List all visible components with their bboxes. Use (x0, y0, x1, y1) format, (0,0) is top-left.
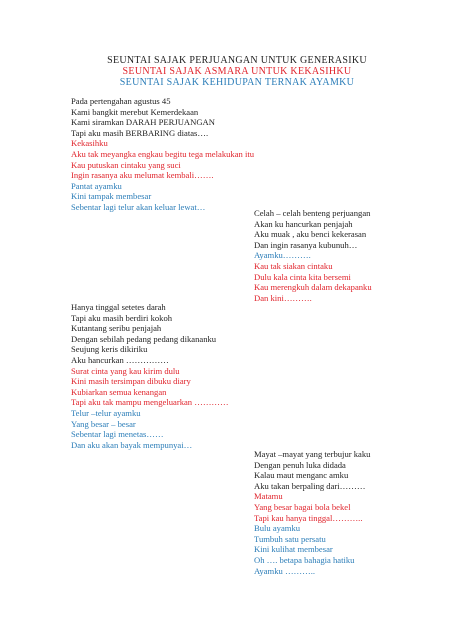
poem-line: Hanya tinggal setetes darah (71, 302, 166, 312)
poem-line: Akan ku hancurkan penjajah (254, 218, 353, 229)
poem-line: Pantat ayamku (71, 180, 122, 191)
poem-line: Tumbuh satu persatu (254, 533, 326, 544)
poem-line: Kau putuskan cintaku yang suci (71, 159, 181, 170)
stanza-3 (71, 302, 229, 450)
poem-line: Aku tak meyangka engkau begitu tega melakukan itu (71, 148, 255, 159)
poem-line: Sebentar lagi menetas…… (71, 429, 164, 440)
poem-line: Ayamku………. (254, 250, 311, 261)
poem-line: Kubiarkan semua kenangan (71, 386, 167, 397)
poem-line: Dan ingin rasanya kubunuh… (254, 239, 358, 250)
poem-line: Yang besar bagai bola bekel (254, 501, 351, 512)
poem-line: Tapi aku tak mampu mengeluarkan ………… (71, 397, 229, 408)
poem-line: Tapi aku masih BERBARING diatas…. (71, 127, 209, 138)
poem-line: Dulu kala cinta kita bersemi (254, 271, 351, 282)
poem-line: Aku hancurkan …………… (71, 354, 169, 365)
poem-line: Kalau maut menganc amku (254, 470, 349, 481)
title-block (0, 55, 474, 88)
poem-line: Oh …. betapa bahagia hatiku (254, 554, 355, 565)
poem-line: Kau tak siakan cintaku (254, 260, 333, 271)
poem-line: Celah – celah benteng perjuangan (254, 208, 371, 218)
poem-line: Dengan sebilah pedang pedang dikananku (71, 333, 217, 344)
poem-line: Aku takan berpaling dari……… (254, 480, 366, 491)
poem-line: Bulu ayamku (254, 523, 301, 534)
poem-line: Yang besar – besar (71, 418, 136, 429)
poem-line: Kami bangkit merebut Kemerdekaan (71, 106, 199, 117)
poem-line: Seujung keris dikiriku (71, 344, 148, 355)
main-title: SEUNTAI SAJAK PERJUANGAN UNTUK GENERASIKU (107, 55, 367, 66)
poem-line: Dengan penuh luka didada (254, 459, 346, 470)
poem-line: Surat cinta yang kau kirim dulu (71, 365, 180, 376)
subtitle-love: SEUNTAI SAJAK ASMARA UNTUK KEKASIHKU (122, 66, 352, 77)
poem-line: Sebentar lagi telur akan keluar lewat… (71, 201, 206, 212)
poem-line: Kau merengkuh dalam dekapanku (254, 282, 372, 293)
poem-line: Kini kulihat membesar (254, 544, 333, 555)
stanza-2 (254, 208, 372, 303)
poem-line: Tapi kau hanya tinggal……….. (254, 512, 363, 523)
subtitle-chicken: SEUNTAI SAJAK KEHIDUPAN TERNAK AYAMKU (119, 77, 355, 88)
poem-line: Kami siramkan DARAH PERJUANGAN (71, 117, 215, 128)
poem-line: Aku muak , aku benci kekerasan (254, 229, 367, 240)
poem-line: Ayamku ……….. (254, 565, 316, 576)
poem-line: Pada pertengahan agustus 45 (71, 96, 171, 106)
poem-line: Dan kini………. (254, 292, 312, 303)
poem-line: Ingin rasanya aku melumat kembali……. (71, 170, 214, 181)
stanza-4 (254, 449, 370, 576)
poem-line: Kutantang seribu penjajah (71, 323, 162, 334)
poem-line: Kini masih tersimpan dibuku diary (71, 376, 191, 387)
poem-line: Dan aku akan bayak mempunyai… (71, 439, 193, 450)
poem-line: Telur –telur ayamku (71, 407, 141, 418)
poem-line: Matamu (254, 491, 283, 502)
poem-line: Kekasihku (71, 138, 108, 149)
poem-line: Kini tampak membesar (71, 191, 152, 202)
poem-line: Tapi aku masih berdiri kokoh (71, 312, 173, 323)
poem-line: Mayat –mayat yang terbujur kaku (254, 449, 371, 459)
stanza-1 (71, 96, 254, 213)
